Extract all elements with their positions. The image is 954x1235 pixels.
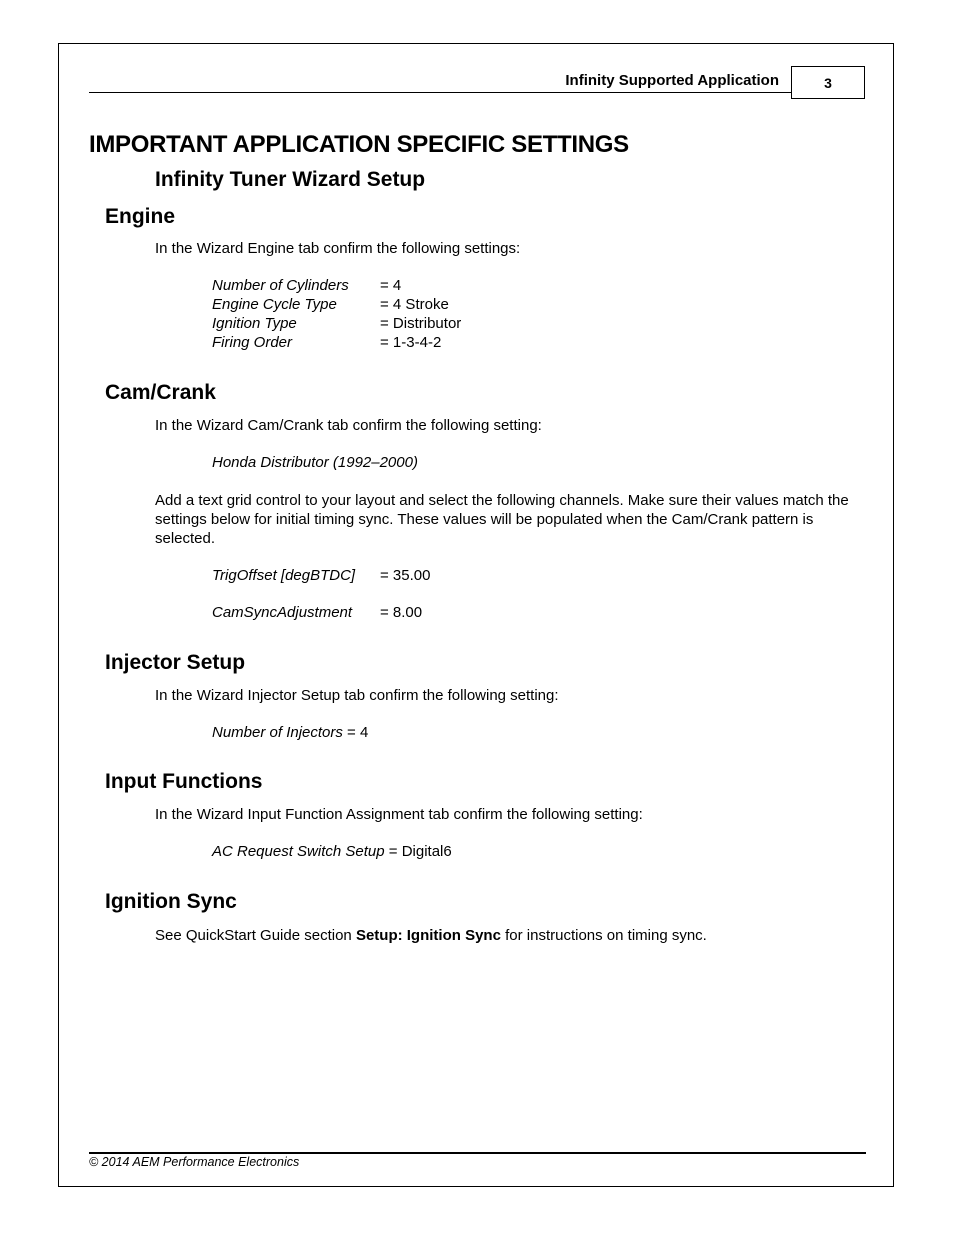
footer-copyright: © 2014 AEM Performance Electronics [89,1155,300,1169]
ignition-sync-heading: Ignition Sync [105,890,237,913]
setting-value: = 4 [380,277,402,294]
engine-heading: Engine [105,205,176,228]
setting-name: Ignition Type [212,315,297,332]
cam-crank-intro: In the Wizard Cam/Crank tab confirm the following setting: [155,417,542,434]
setting-name: Number of Injectors [212,724,343,741]
section-subtitle: Infinity Tuner Wizard Setup [155,168,426,191]
header-rule [89,92,791,93]
setting-value: = Digital6 [384,843,452,860]
setting-value: = 4 [342,724,369,741]
setting-value: = Distributor [380,315,462,332]
setting-name: Firing Order [212,334,293,351]
header-title: Infinity Supported Application [565,72,779,89]
setting-name: CamSyncAdjustment [212,604,353,621]
input-functions-setting [212,843,452,860]
page-title: IMPORTANT APPLICATION SPECIFIC SETTINGS [89,131,629,158]
page-number-box [791,66,865,99]
setting-name: TrigOffset [degBTDC] [212,567,356,584]
text-segment: for instructions on timing sync. [500,927,707,944]
input-functions-heading: Input Functions [105,770,263,793]
setting-value: = 1-3-4-2 [380,334,442,351]
footer-rule [89,1152,866,1154]
page-number: 3 [824,74,832,91]
injector-heading: Injector Setup [105,651,246,674]
injector-intro: In the Wizard Injector Setup tab confirm the following setting: [155,687,559,704]
cam-crank-paragraph: Add a text grid control to your layout and select the following channels. Make sure their values match the settings below for initial timing sync. These values will be populated when the Cam/Crank pattern is selected. [155,492,849,547]
setting-value: = 8.00 [380,604,423,621]
ignition-sync-text [155,926,707,945]
setting-value: = 4 Stroke [380,296,449,313]
guide-reference: Setup: Ignition Sync [355,927,501,944]
cam-crank-pattern: Honda Distributor (1992–2000) [212,454,418,471]
engine-intro: In the Wizard Engine tab confirm the following settings: [155,240,521,257]
injector-setting [212,724,368,741]
input-functions-intro: In the Wizard Input Function Assignment tab confirm the following setting: [155,806,643,823]
setting-name: Number of Cylinders [212,277,349,294]
setting-name: Engine Cycle Type [212,296,337,313]
setting-value: = 35.00 [380,567,431,584]
page-frame [58,43,894,1187]
setting-name: AC Request Switch Setup [212,843,385,860]
cam-crank-heading: Cam/Crank [105,381,216,404]
text-segment: See QuickStart Guide section [155,927,356,944]
